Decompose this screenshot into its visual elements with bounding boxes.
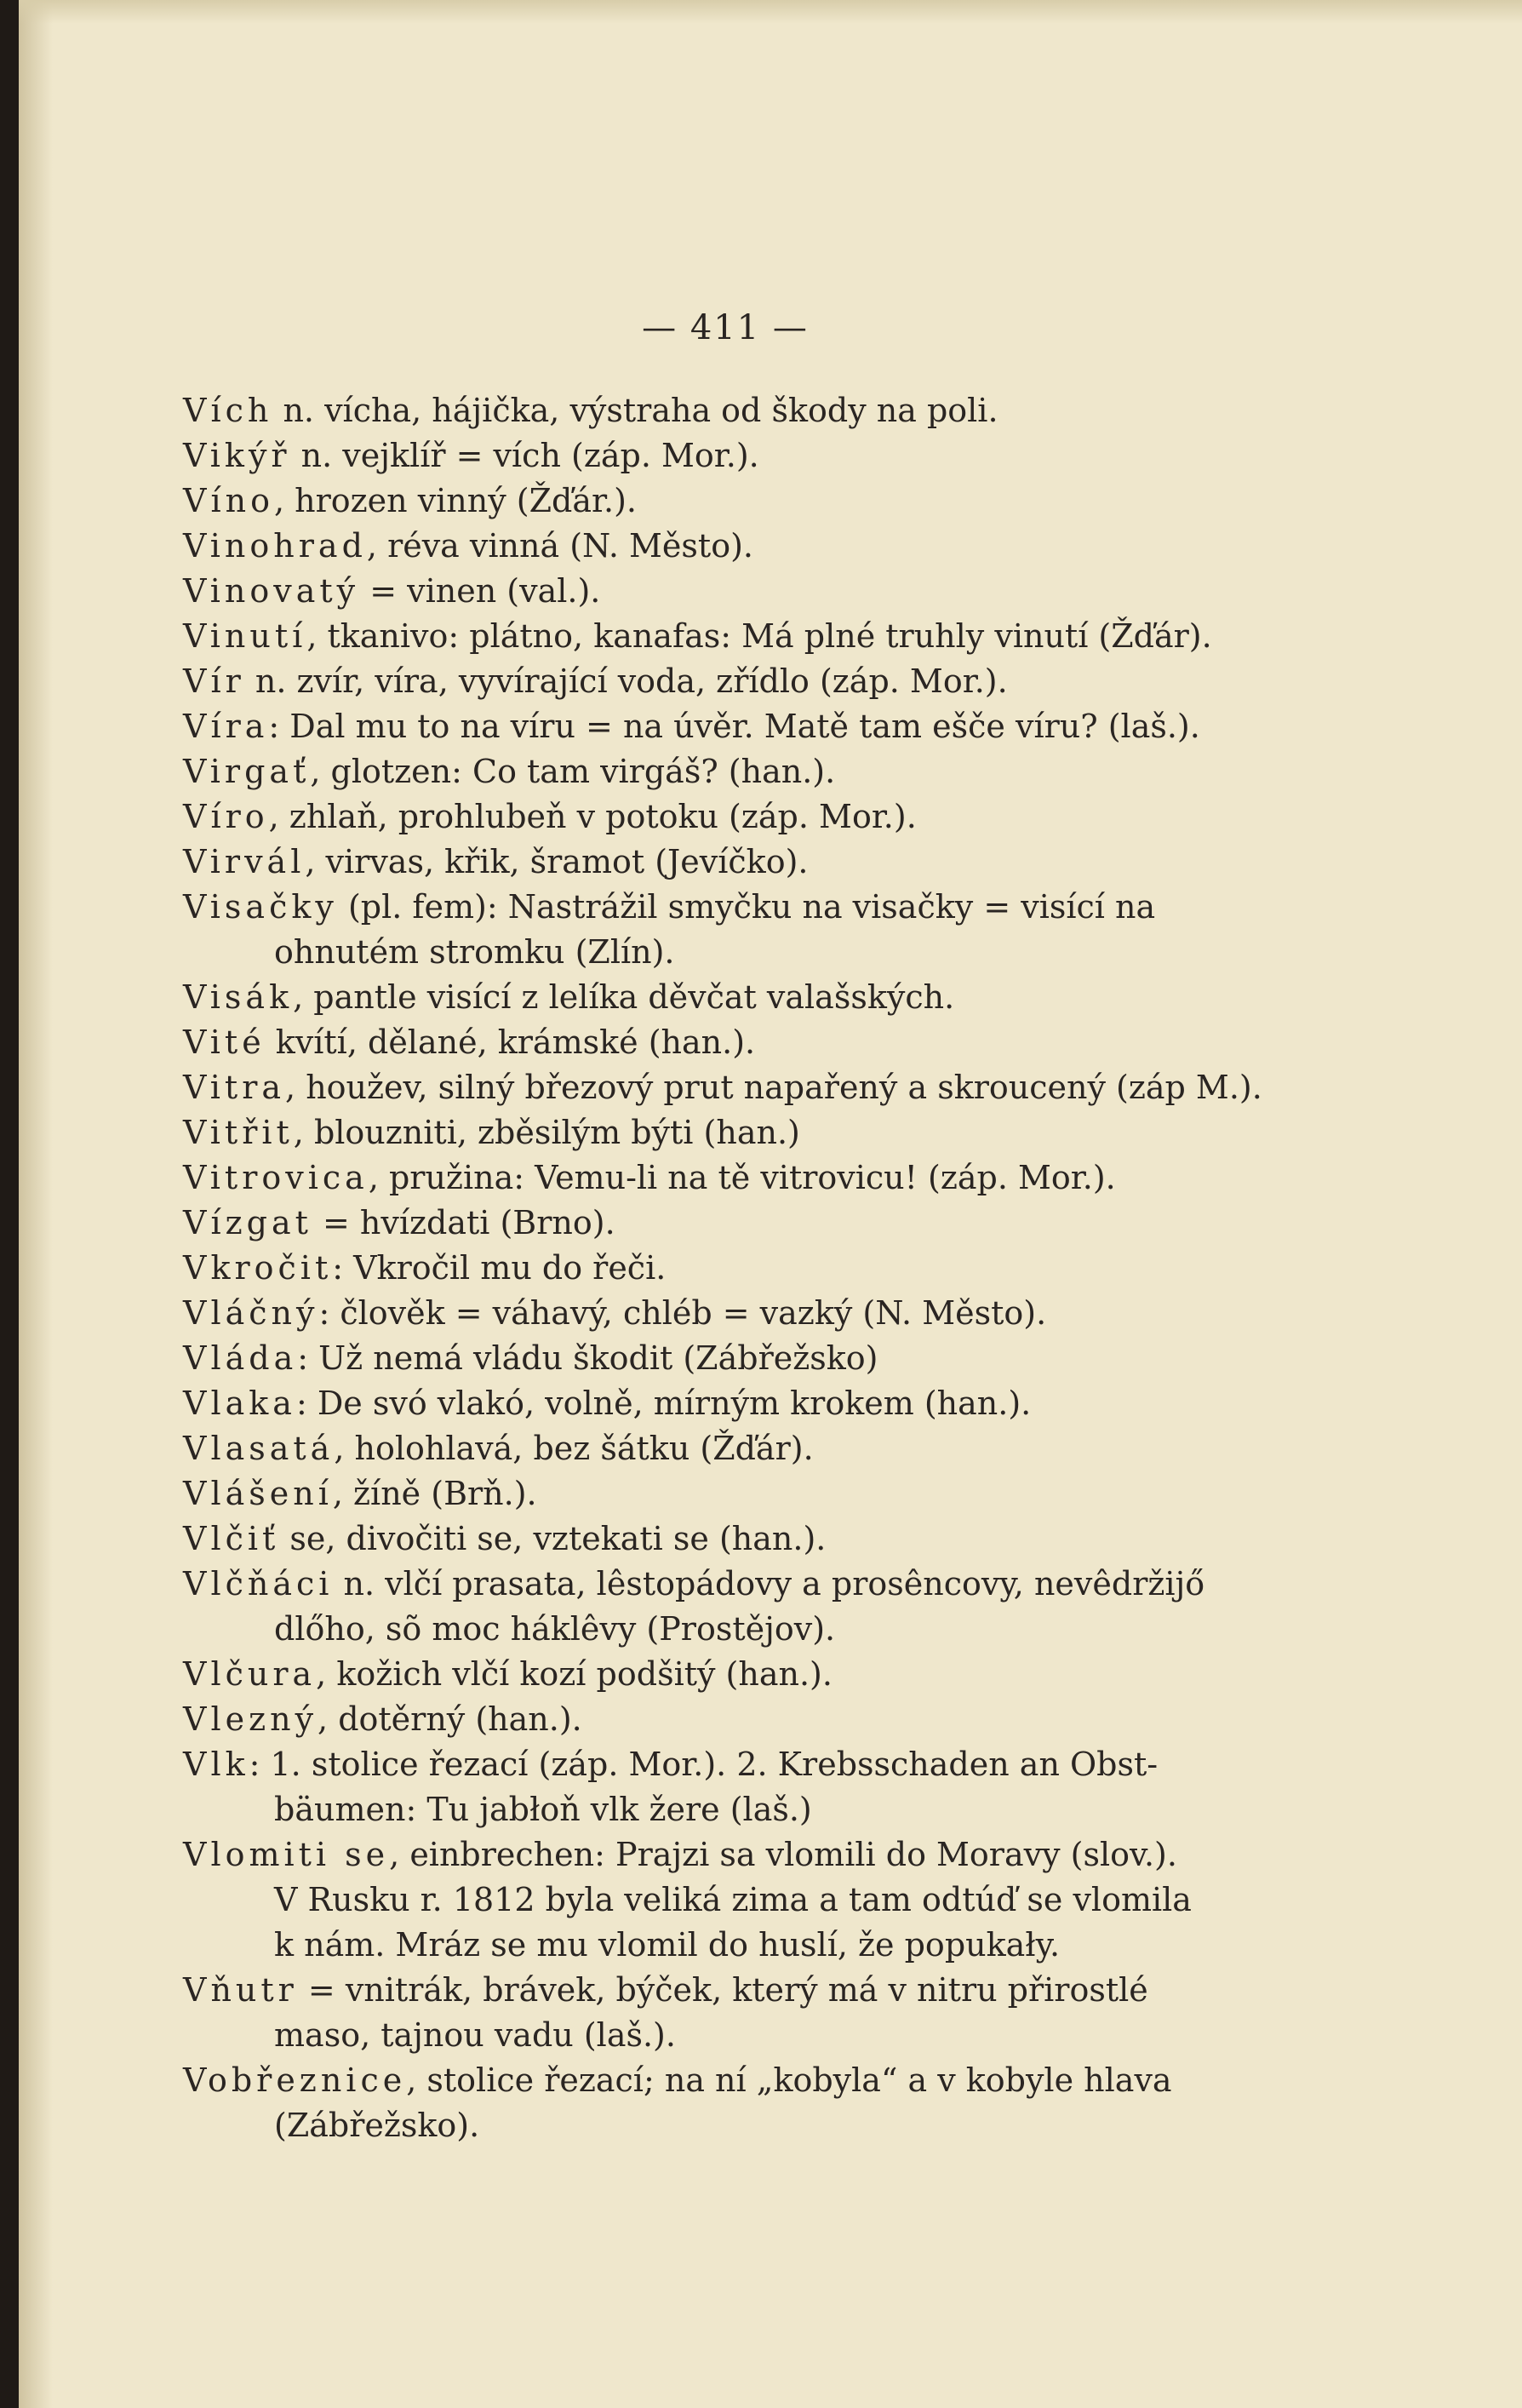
entry-definition: , virvas, křik, šramot (Jevíčko).: [305, 843, 809, 880]
entry-headword: Vitra: [183, 1069, 286, 1106]
dictionary-entry: [183, 659, 1392, 704]
dictionary-entry: [183, 1697, 1392, 1742]
dictionary-entry: [183, 1742, 1392, 1787]
entry-definition: = vinen (val.).: [359, 572, 601, 610]
dictionary-entry: [183, 840, 1392, 885]
entry-headword: Vobřeznice: [183, 2061, 407, 2099]
entry-definition: , pantle visící z lelíka děvčat valašských.: [293, 978, 955, 1016]
entry-definition: , blouzniti, zběsilým býti (han.): [293, 1114, 800, 1151]
entry-headword: Vír: [183, 662, 245, 700]
entry-continuation-line: [183, 2013, 1392, 2058]
entry-headword: Vízgat: [183, 1204, 312, 1241]
entry-definition: , holohlavá, bez šátku (Žďár).: [334, 1430, 814, 1467]
entry-definition: n. zvír, víra, vyvírající voda, zřídlo (záp. Mor.).: [244, 662, 1008, 700]
entry-headword: Vkročit: [183, 1249, 333, 1287]
entry-continuation-line: [183, 930, 1392, 975]
entry-headword: Vinovatý: [183, 572, 360, 610]
entry-definition: dlőho, sõ moc háklêvy (Prostějov).: [274, 1610, 836, 1648]
entry-definition: kvítí, dělané, krámské (han.).: [265, 1023, 756, 1061]
entry-continuation-line: [183, 1607, 1392, 1652]
entry-definition: V Rusku r. 1812 byla veliká zima a tam odtúď se vlomila: [274, 1881, 1192, 1918]
book-spine-edge: [0, 0, 19, 2408]
scanned-page: [19, 0, 1522, 2408]
dictionary-entry: [183, 1201, 1392, 1246]
entry-continuation-line: [183, 2103, 1392, 2148]
dictionary-entry: [183, 975, 1392, 1020]
entry-headword: Víro: [183, 798, 269, 835]
entry-definition: n. vejklíř = vích (záp. Mor.).: [290, 437, 759, 474]
entry-definition: : 1. stolice řezací (záp. Mor.). 2. Krebsschaden an Obst-: [249, 1746, 1159, 1783]
entry-headword: Vlčiť: [183, 1520, 280, 1557]
entry-headword: Vitřit: [183, 1114, 294, 1151]
dictionary-entry: [183, 1065, 1392, 1110]
entry-definition: , stolice řezací; na ní „kobyla“ a v kobyle hlava: [406, 2061, 1172, 2099]
dictionary-entry: [183, 1336, 1392, 1381]
entry-definition: , dotěrný (han.).: [318, 1700, 582, 1738]
entry-headword: Vlasatá: [183, 1430, 335, 1467]
page-number: — 411 —: [642, 308, 809, 347]
dictionary-entry: [183, 479, 1392, 524]
entry-headword: Vlezný: [183, 1700, 318, 1738]
entry-definition: , pružina: Vemu-li na tě vitrovicu! (záp. Mor.).: [368, 1159, 1116, 1196]
entry-definition: = hvízdati (Brno).: [312, 1204, 615, 1241]
entry-definition: (Zábřežsko).: [274, 2107, 480, 2144]
entry-definition: : Dal mu to na víru = na úvěr. Matě tam ešče víru? (laš.).: [268, 708, 1200, 745]
entry-headword: Visák: [183, 978, 294, 1016]
dictionary-entry: [183, 524, 1392, 569]
entry-definition: : Vkročil mu do řeči.: [332, 1249, 667, 1287]
entry-definition: (pl. fem): Nastrážil smyčku na visačky = visící na: [337, 888, 1156, 926]
entry-definition: : člověk = váhavý, chléb = vazký (N. Město).: [318, 1294, 1047, 1332]
entry-definition: , tkanivo: plátno, kanafas: Má plné truhly vinutí (Žďár).: [306, 617, 1212, 655]
entry-continuation-line: [183, 1787, 1392, 1832]
dictionary-entry: [183, 433, 1392, 479]
dictionary-entries: [183, 388, 1392, 2148]
dictionary-entry: [183, 704, 1392, 749]
dictionary-entry: [183, 1246, 1392, 1291]
entry-continuation-line: [183, 1878, 1392, 1923]
dictionary-entry: [183, 1110, 1392, 1155]
entry-headword: Vlčňáci: [183, 1565, 334, 1602]
entry-definition: ohnutém stromku (Zlín).: [274, 933, 675, 971]
dictionary-entry: [183, 1381, 1392, 1426]
entry-definition: , réva vinná (N. Město).: [366, 527, 753, 565]
entry-headword: Vlčura: [183, 1655, 317, 1693]
entry-definition: , houžev, silný březový prut napařený a skroucený (záp M.).: [285, 1069, 1262, 1106]
entry-definition: : Už nemá vládu škodit (Zábřežsko): [297, 1339, 878, 1377]
entry-headword: Vlk: [183, 1746, 249, 1783]
dictionary-entry: [183, 885, 1392, 930]
dictionary-entry: [183, 1968, 1392, 2013]
entry-headword: Vinohrad: [183, 527, 367, 565]
entry-definition: maso, tajnou vadu (laš.).: [274, 2016, 676, 2054]
dictionary-entry: [183, 1652, 1392, 1697]
dictionary-entry: [183, 1832, 1392, 1878]
entry-definition: , kožich vlčí kozí podšitý (han.).: [316, 1655, 833, 1693]
entry-definition: : De svó vlakó, volně, mírným krokem (han.).: [295, 1385, 1032, 1422]
entry-definition: , glotzen: Co tam virgáš? (han.).: [310, 753, 836, 790]
entry-headword: Vlomiti se: [183, 1836, 390, 1873]
entry-headword: Vité: [183, 1023, 266, 1061]
entry-definition: = vnitrák, brávek, býček, který má v nitru přirostlé: [297, 1971, 1148, 2009]
dictionary-entry: [183, 1155, 1392, 1201]
dictionary-entry: [183, 388, 1392, 433]
entry-headword: Víra: [183, 708, 269, 745]
dictionary-entry: [183, 1426, 1392, 1471]
entry-headword: Vích: [183, 392, 273, 429]
dictionary-entry: [183, 2058, 1392, 2103]
entry-headword: Vitrovica: [183, 1159, 369, 1196]
dictionary-entry: [183, 1471, 1392, 1516]
entry-headword: Vikýř: [183, 437, 291, 474]
dictionary-entry: [183, 1562, 1392, 1607]
dictionary-entry: [183, 614, 1392, 659]
entry-definition: k nám. Mráz se mu vlomil do huslí, že popukały.: [274, 1926, 1061, 1964]
entry-headword: Vláda: [183, 1339, 298, 1377]
dictionary-entry: [183, 794, 1392, 840]
dictionary-entry: [183, 1291, 1392, 1336]
entry-headword: Visačky: [183, 888, 338, 926]
entry-definition: n. vícha, hájička, výstraha od škody na poli.: [272, 392, 998, 429]
entry-definition: se, divočiti se, vztekati se (han.).: [279, 1520, 827, 1557]
entry-definition: , zhlaň, prohlubeň v potoku (záp. Mor.).: [268, 798, 917, 835]
dictionary-entry: [183, 569, 1392, 614]
entry-definition: , einbrechen: Prajzi sa vlomili do Moravy (slov.).: [389, 1836, 1177, 1873]
entry-continuation-line: [183, 1923, 1392, 1968]
entry-headword: Vlaka: [183, 1385, 296, 1422]
entry-headword: Vňutr: [183, 1971, 298, 2009]
entry-headword: Virvál: [183, 843, 306, 880]
entry-headword: Vinutí: [183, 617, 307, 655]
dictionary-entry: [183, 1020, 1392, 1065]
entry-headword: Vláčný: [183, 1294, 319, 1332]
entry-headword: Víno: [183, 482, 274, 519]
entry-headword: Vlášení: [183, 1475, 333, 1512]
entry-definition: , hrozen vinný (Žďár.).: [273, 482, 637, 519]
dictionary-entry: [183, 749, 1392, 794]
entry-definition: , žíně (Brň.).: [332, 1475, 537, 1512]
entry-definition: n. vlčí prasata, lêstopádovy a prosêncovy, nevêdržijő: [333, 1565, 1205, 1602]
entry-headword: Virgať: [183, 753, 311, 790]
entry-definition: bäumen: Tu jabłoň vlk žere (laš.): [274, 1791, 812, 1828]
dictionary-entry: [183, 1516, 1392, 1562]
